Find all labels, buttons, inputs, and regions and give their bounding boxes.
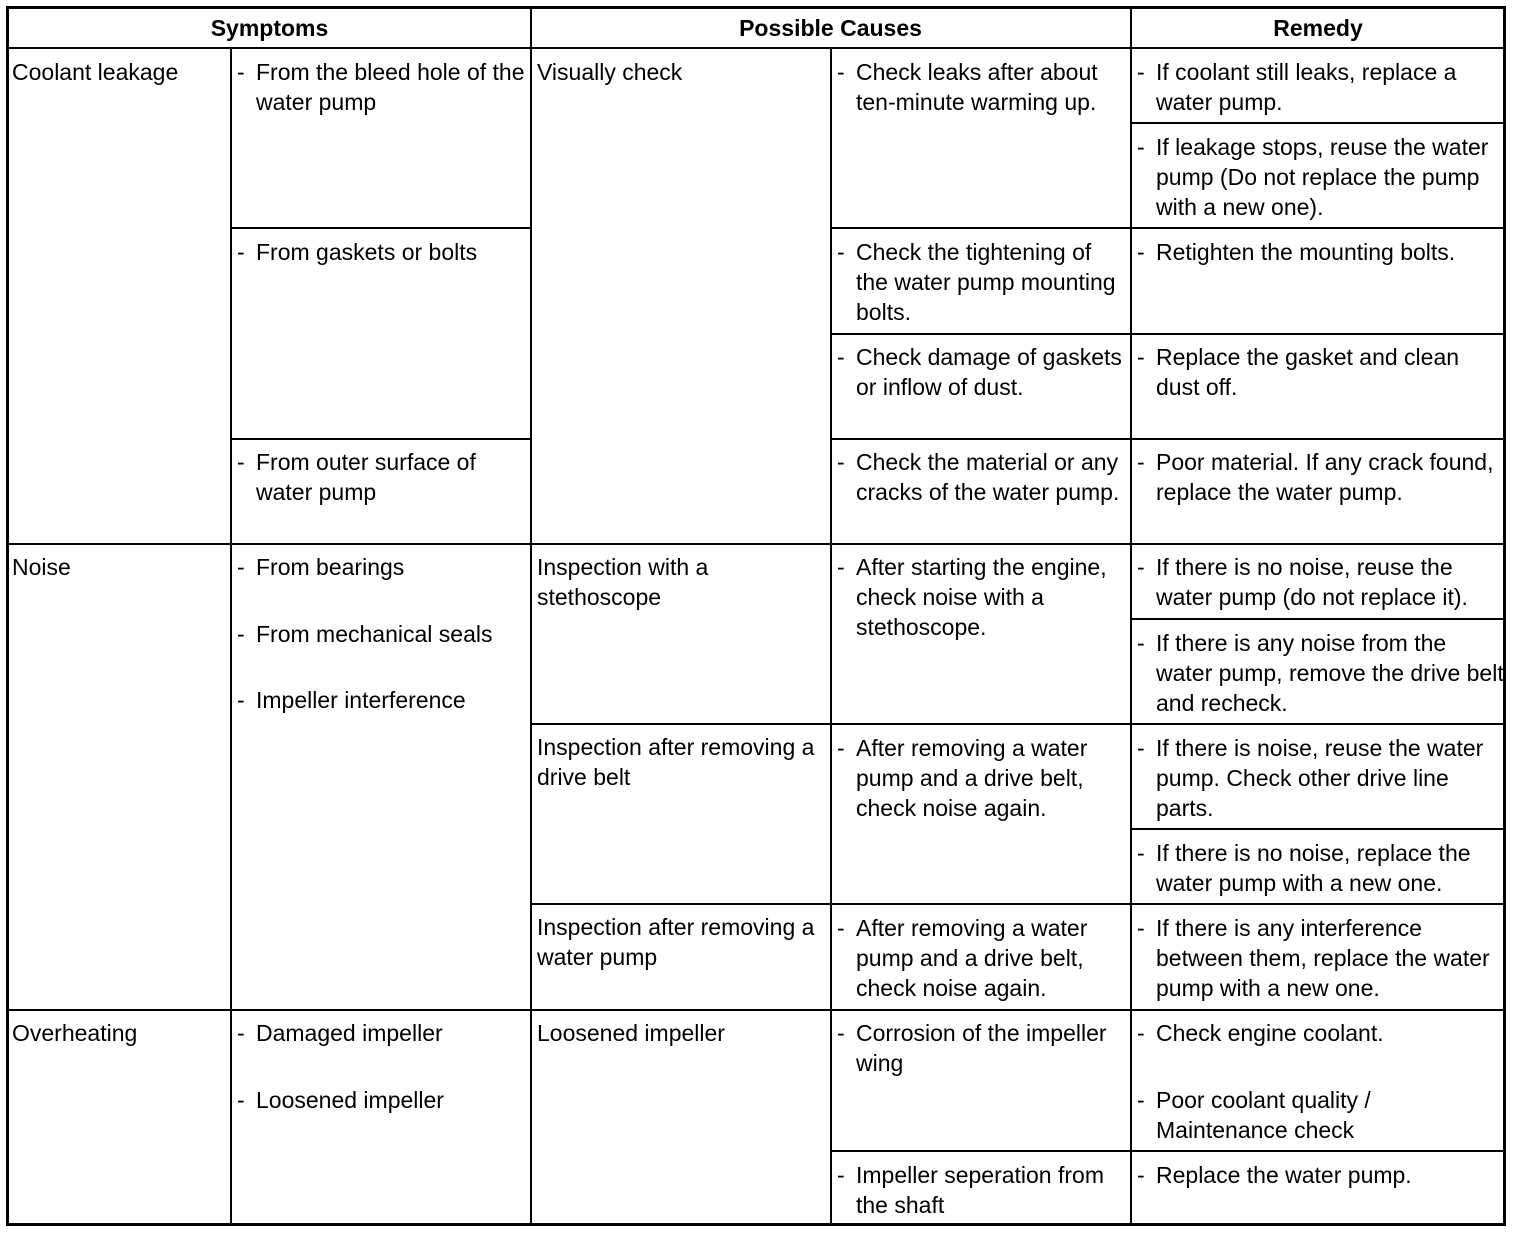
header-possible-causes: Possible Causes [739,15,922,41]
grid-line [830,47,832,1226]
symptom-noise: Noise [12,554,71,580]
grid-line [1130,828,1506,830]
method-remove-water-pump: Inspection after removing a water pump [537,914,815,970]
grid-line [1130,618,1506,620]
symptom-coolant-leakage: Coolant leakage [12,59,179,85]
grid-line [530,6,532,1226]
symptom-overheating: Overheating [12,1020,138,1046]
grid-line [830,438,1506,440]
header-symptoms: Symptoms [210,15,329,41]
grid-line [530,903,1506,905]
grid-line [230,438,532,440]
method-remove-drive-belt: Inspection after removing a drive belt [537,734,815,790]
grid-line [230,227,532,229]
grid-line [830,1150,1506,1152]
troubleshooting-table: Symptoms Possible Causes Remedy Coolant leakage - From the bleed hole of the water pump - From gaskets or bolts - From outer surface of water pump Visually check - Check leaks after about ten-minute warming up. - Check the tightening of the water pump mounting bolts. - Check damage of gaskets or inflow of dust. - Check the material or any cracks of the water pump. - If coolant still leaks, replace a water pump. - If leakage stops, reuse the water pump (Do not replace the pump with a new one). - Retighten the mounting bolts. - Replace the gasket and clean dust off. - Poor material. If any crack found, replace the water pump. Noise - From bearings - From mechanical seals - Impeller interference Inspection with a stethoscope Inspection after removing a drive belt Inspection after removing a water pump - After starting the engine, check noise with a stethoscope. - After removing a water pump and a drive belt, check noise again. - After removing a water pump and a drive belt, check noise again. - If there is no noise, reuse the water pump (do not replace it). - If there is any noise from the water pump, remove the drive belt and recheck. - If there is noise, reuse the water pump. Check other drive line parts. - If there is no noise, replace the water pump with a new one. - If there is any interference between them, replace the water pump with a new one. Overheating - Damaged impeller - Loosened impeller Loosened impeller - Corrosion of the impeller wing - Impeller seperation from the shaft - Check engine coolant. - Poor coolant quality / Maintenance check - Replace the water pump. [0,0,1520,1234]
header-remedy: Remedy [1273,15,1363,41]
grid-line [1130,6,1132,1226]
grid-line [830,333,1506,335]
method-visually-check: Visually check [537,59,683,85]
grid-line [530,723,1506,725]
grid-line [830,227,1506,229]
method-loosened-impeller: Loosened impeller [537,1020,725,1046]
grid-line [230,47,232,1226]
method-stethoscope: Inspection with a stethoscope [537,554,709,610]
grid-line [1130,122,1506,124]
